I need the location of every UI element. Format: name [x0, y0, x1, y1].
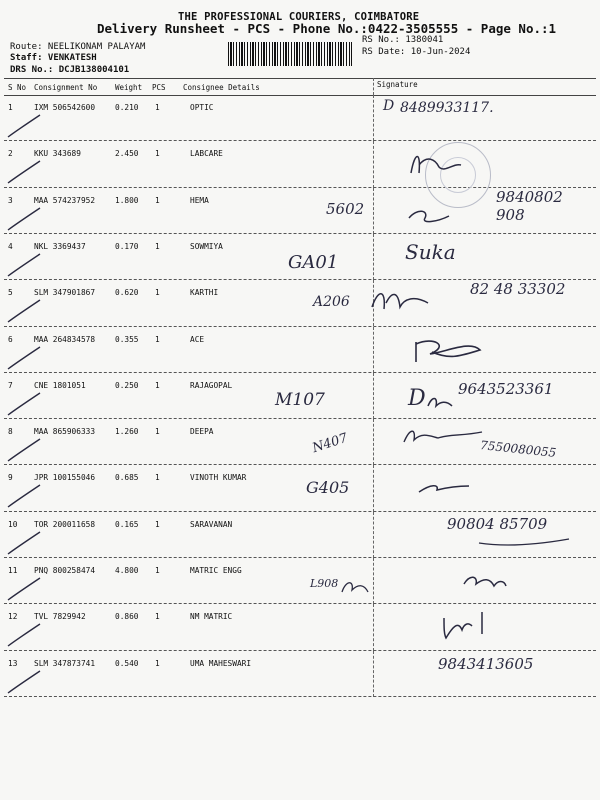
row-3-consignment: MAA 574237952: [34, 195, 96, 205]
table-header-rule: [4, 95, 596, 96]
row-3-consignee: HEMA: [190, 195, 209, 205]
row-13-weight: 0.540: [115, 658, 139, 668]
row-1-signature-divider: [373, 95, 374, 141]
row-4-sno: 4: [8, 241, 13, 251]
row-5-pcs: 1: [155, 288, 160, 298]
row-13-signature-divider: [373, 651, 374, 697]
row-2-pcs: 1: [155, 149, 160, 159]
row-4-consignment: NKL 3369437: [34, 241, 86, 251]
row-4-flat-note: GA01: [288, 252, 339, 273]
row-3-flat-note: 5602: [326, 200, 365, 218]
row-12-tick-mark: [6, 620, 46, 650]
row-6-consignee: ACE: [190, 334, 205, 344]
row-11-note-scribble: [338, 572, 378, 600]
row-11-flat-note: L908: [310, 577, 339, 590]
row-4-pcs: 1: [155, 241, 160, 251]
row-3-signature-divider: [373, 188, 374, 234]
row-7-separator: [4, 418, 596, 419]
row-9-signature: [415, 478, 475, 498]
row-10-phone: 90804 85709: [447, 515, 548, 533]
row-9-flat-note: G405: [306, 478, 350, 497]
row-7-sno: 7: [8, 380, 13, 390]
row-1-separator: [4, 140, 596, 141]
rs-number: RS No.: 1380041: [362, 35, 444, 45]
row-10-signature-divider: [373, 512, 374, 558]
staff-label: Staff: VENKATESH: [10, 53, 97, 63]
row-5-separator: [4, 326, 596, 327]
document-title: THE PROFESSIONAL COURIERS, COIMBATORE: [178, 11, 420, 23]
row-4-signature-divider: [373, 234, 374, 280]
row-2-signature-divider: [373, 141, 374, 187]
column-header-pcs: PCS: [152, 83, 166, 92]
row-3-weight: 1.800: [115, 195, 139, 205]
row-8-consignee: DEEPA: [190, 427, 214, 437]
row-5-phone: 82 48 33302: [470, 280, 566, 298]
row-7-tick-mark: [6, 389, 46, 419]
row-7-consignee: RAJAGOPAL: [190, 380, 233, 390]
signature-column-divider: [373, 78, 374, 95]
rs-date: RS Date: 10-Jun-2024: [362, 47, 471, 57]
row-4-signature: Suka: [405, 240, 456, 264]
column-header-consignment: Consignment No: [34, 83, 98, 92]
row-9-tick-mark: [6, 481, 46, 511]
row-3-phone: 9840802 908: [496, 188, 563, 224]
row-10-tick-mark: [6, 528, 46, 558]
row-8-flat-note: N407: [310, 430, 350, 457]
row-1-sno: 1: [8, 103, 13, 112]
row-7-phone: 9643523361: [458, 380, 554, 398]
row-8-weight: 1.260: [115, 427, 139, 437]
column-header-weight: Weight: [115, 83, 143, 92]
row-1-pcs: 1: [155, 103, 160, 112]
row-8-signature-divider: [373, 419, 374, 465]
table-top-rule: [4, 78, 596, 79]
row-10-sno: 10: [8, 519, 18, 529]
row-12-consignment: TVL 7829942: [34, 612, 86, 622]
row-1-weight: 0.210: [115, 103, 139, 112]
row-9-sno: 9: [8, 473, 13, 483]
row-10-pcs: 1: [155, 519, 160, 529]
row-13-consignment: SLM 347873741: [34, 658, 96, 668]
row-8-sno: 8: [8, 427, 13, 437]
row-12-signature: [438, 608, 498, 642]
row-6-pcs: 1: [155, 334, 160, 344]
row-3-tick-mark: [6, 204, 46, 234]
row-5-weight: 0.620: [115, 288, 139, 298]
row-13-pcs: 1: [155, 658, 160, 668]
row-12-signature-divider: [373, 604, 374, 650]
row-9-consignment: JPR 100155046: [34, 473, 96, 483]
row-5-sno: 5: [8, 288, 13, 298]
row-13-tick-mark: [6, 667, 46, 697]
row-13-phone: 9843413605: [438, 655, 534, 673]
row-5-flat-note: A206: [313, 294, 350, 310]
row-8-tick-mark: [6, 435, 46, 465]
row-11-signature: [460, 572, 510, 592]
row-10-weight: 0.165: [115, 519, 139, 529]
row-1-signature-initial: D: [383, 98, 395, 114]
row-12-sno: 12: [8, 612, 18, 622]
row-2-sno: 2: [8, 149, 13, 159]
row-11-consignment: PNQ 800258474: [34, 566, 96, 575]
row-11-pcs: 1: [155, 566, 160, 575]
row-8-signature: [400, 422, 490, 448]
row-11-separator: [4, 603, 596, 604]
row-7-signature-divider: [373, 373, 374, 419]
row-7-flat-note: M107: [275, 390, 325, 410]
row-4-tick-mark: [6, 250, 46, 280]
row-8-consignment: MAA 865906333: [34, 427, 96, 437]
row-2-tick-mark: [6, 157, 46, 187]
row-2-signature: [405, 143, 475, 183]
row-10-consignee: SARAVANAN: [190, 519, 233, 529]
row-12-consignee: NM MATRIC: [190, 612, 233, 622]
row-4-consignee: SOWMIYA: [190, 241, 223, 251]
row-2-consignment: KKU 343689: [34, 149, 81, 159]
column-header-sno: S No: [8, 83, 27, 92]
row-3-signature: [405, 206, 455, 226]
route-label: Route: NEELIKONAM PALAYAM: [10, 42, 146, 52]
column-header-signature: Signature: [377, 80, 418, 89]
row-1-signature-phone: 8489933117.: [400, 100, 494, 116]
row-1-tick-mark: [6, 111, 46, 141]
row-6-tick-mark: [6, 343, 46, 373]
row-9-consignee: VINOTH KUMAR: [190, 473, 247, 483]
row-12-separator: [4, 650, 596, 651]
row-2-weight: 2.450: [115, 149, 139, 159]
row-1-consignment: IXM 506542600: [34, 103, 96, 112]
runsheet-subtitle: Delivery Runsheet - PCS - Phone No.:0422-3505555 - Page No.:1: [97, 21, 557, 36]
row-8-separator: [4, 464, 596, 465]
row-5-consignee: KARTHI: [190, 288, 219, 298]
row-5-consignment: SLM 347901867: [34, 288, 96, 298]
row-10-separator: [4, 557, 596, 558]
row-10-consignment: TOR 200011658: [34, 519, 96, 529]
row-6-signature-divider: [373, 327, 374, 373]
row-6-weight: 0.355: [115, 334, 139, 344]
row-13-sno: 13: [8, 658, 18, 668]
row-6-separator: [4, 372, 596, 373]
row-1-consignee: OPTIC: [190, 103, 214, 112]
row-11-consignee: MATRIC ENGG: [190, 566, 242, 575]
row-11-sno: 11: [8, 566, 18, 575]
row-11-weight: 4.800: [115, 566, 139, 575]
row-12-weight: 0.860: [115, 612, 139, 622]
row-5-tick-mark: [6, 296, 46, 326]
row-4-weight: 0.170: [115, 241, 139, 251]
row-6-signature: [410, 336, 490, 366]
row-9-signature-divider: [373, 465, 374, 511]
row-5-signature: [368, 285, 438, 315]
row-8-pcs: 1: [155, 427, 160, 437]
row-6-consignment: MAA 264834578: [34, 334, 96, 344]
row-8-phone: 7550080055: [479, 438, 557, 460]
row-2-consignee: LABCARE: [190, 149, 223, 159]
row-9-separator: [4, 511, 596, 512]
row-3-pcs: 1: [155, 195, 160, 205]
row-9-pcs: 1: [155, 473, 160, 483]
barcode: [228, 42, 352, 66]
row-7-weight: 0.250: [115, 380, 139, 390]
row-6-sno: 6: [8, 334, 13, 344]
row-10-signature-stroke: [475, 535, 575, 549]
row-7-consignment: CNE 1801051: [34, 380, 86, 390]
row-7-signature: [426, 392, 456, 412]
row-13-consignee: UMA MAHESWARI: [190, 658, 252, 668]
column-header-consignee: Consignee Details: [183, 83, 260, 92]
drs-number: DRS No.: DCJB138004101: [10, 65, 130, 75]
row-13-separator: [4, 696, 596, 697]
row-7-pcs: 1: [155, 380, 160, 390]
row-11-tick-mark: [6, 574, 46, 604]
row-3-sno: 3: [8, 195, 13, 205]
row-7-signature-initial: D: [408, 386, 426, 411]
row-9-weight: 0.685: [115, 473, 139, 483]
row-12-pcs: 1: [155, 612, 160, 622]
row-3-separator: [4, 233, 596, 234]
